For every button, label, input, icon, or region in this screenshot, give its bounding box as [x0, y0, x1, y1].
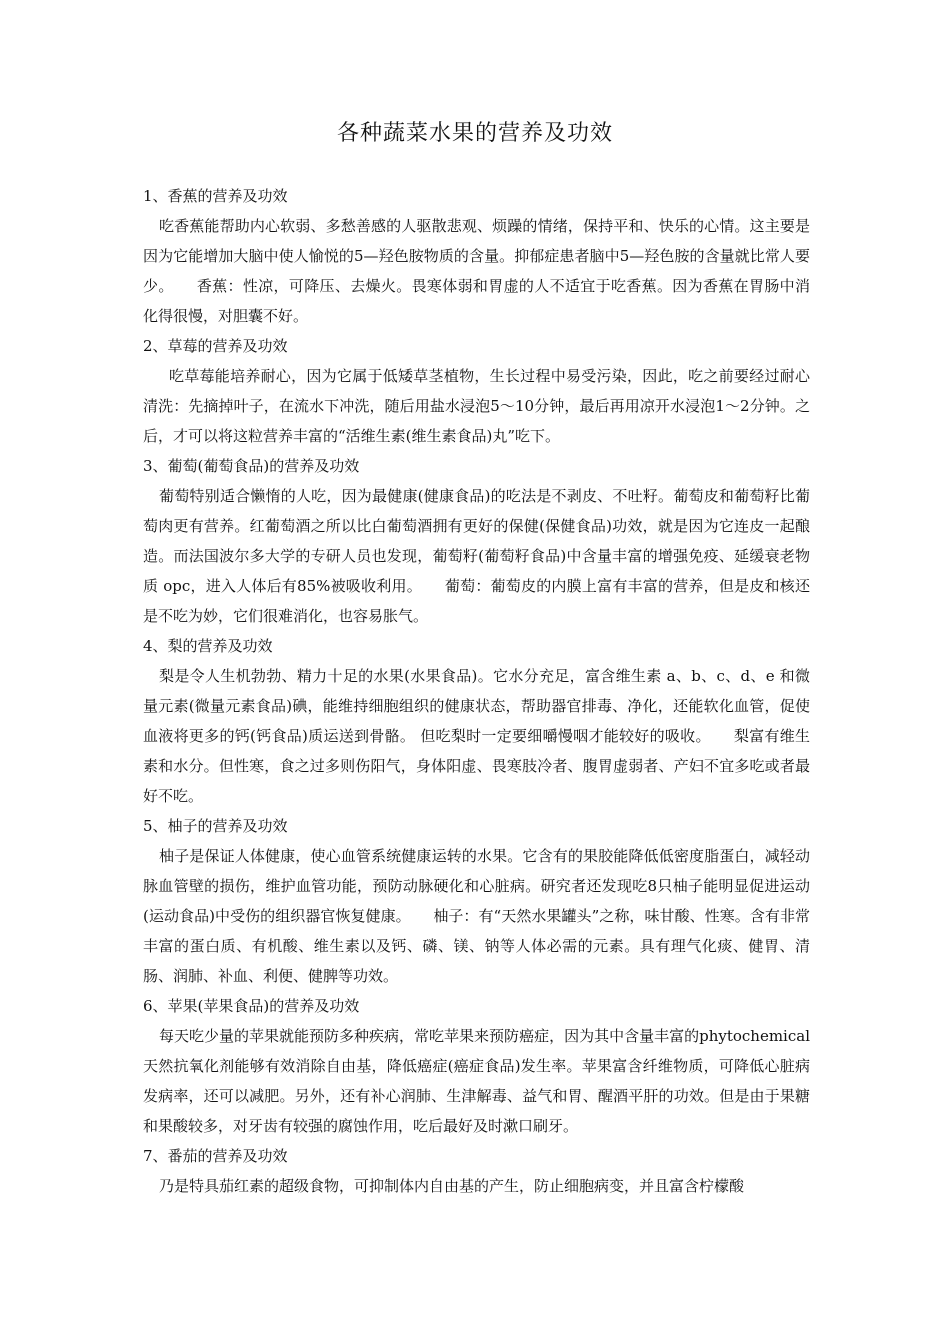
section-text-pear: 梨是令人生机勃勃、精力十足的水果(水果食品)。它水分充足，富含维生素 a、b、c、d、e 和微量元素(微量元素食品)碘，能维持细胞组织的健康状态，帮助器官排毒、净化，还能软化血管，促使血液将更多的钙(钙食品)质运送到骨骼。 但吃梨时一定要细嚼慢咽才能较好的吸收。 梨富有维生素和水分。但性寒，食之过多则伤阳气，身体阳虚、畏寒肢冷者、腹胃虚弱者、产妇不宜多吃或者最好不吃。: [143, 667, 810, 805]
section-text-apple: 每天吃少量的苹果就能预防多种疾病，常吃苹果来预防癌症，因为其中含量丰富的phytochemical 天然抗氧化剂能够有效消除自由基，降低癌症(癌症食品)发生率。苹果富含纤维物质，可降低心脏病发病率，还可以减肥。另外，还有补心润肺、生津解毒、益气和胃、醒酒平肝的功效。但是由于果糖和果酸较多，对牙齿有较强的腐蚀作用，吃后最好及时漱口刷牙。: [143, 1027, 810, 1135]
section-text-tomato: 乃是特具茄红素的超级食物，可抑制体内自由基的产生，防止细胞病变，并且富含柠檬酸: [159, 1177, 745, 1195]
section-heading-strawberry: 2、草莓的营养及功效: [143, 337, 288, 355]
section-heading-pear: 4、梨的营养及功效: [143, 637, 273, 655]
section-heading-grape: 3、葡萄(葡萄食品)的营养及功效: [143, 457, 360, 475]
section-text-strawberry: 吃草莓能培养耐心，因为它属于低矮草茎植物，生长过程中易受污染，因此，吃之前要经过耐心清洗：先摘掉叶子，在流水下冲洗，随后用盐水浸泡5～10分钟，最后再用凉开水浸泡1～2分钟。之后，才可以将这粒营养丰富的“活维生素(维生素食品)丸”吃下。: [143, 367, 810, 445]
section-text-grape: 葡萄特别适合懒惰的人吃，因为最健康(健康食品)的吃法是不剥皮、不吐籽。葡萄皮和葡萄籽比葡萄肉更有营养。红葡萄酒之所以比白葡萄酒拥有更好的保健(保健食品)功效，就是因为它连皮一起酿造。而法国波尔多大学的专研人员也发现，葡萄籽(葡萄籽食品)中含量丰富的增强免疫、延缓衰老物质 opc，进入人体后有85%被吸收利用。 葡萄：葡萄皮的内膜上富有丰富的营养，但是皮和核还是不吃为妙，它们很难消化，也容易胀气。: [143, 487, 810, 625]
section-heading-tomato: 7、番茄的营养及功效: [143, 1147, 288, 1165]
document-body: [143, 181, 810, 1201]
section-text-pomelo: 柚子是保证人体健康，使心血管系统健康运转的水果。它含有的果胶能降低低密度脂蛋白，减轻动脉血管壁的损伤，维护血管功能，预防动脉硬化和心脏病。研究者还发现吃8只柚子能明显促进运动(运动食品)中受伤的组织器官恢复健康。 柚子：有“天然水果罐头”之称，味甘酸、性寒。含有非常丰富的蛋白质、有机酸、维生素以及钙、磷、镁、钠等人体必需的元素。具有理气化痰、健胃、清肠、润肺、补血、利便、健脾等功效。: [143, 847, 810, 985]
section-heading-banana: 1、香蕉的营养及功效: [143, 187, 288, 205]
section-heading-apple: 6、苹果(苹果食品)的营养及功效: [143, 997, 360, 1015]
section-text-banana: 吃香蕉能帮助内心软弱、多愁善感的人驱散悲观、烦躁的情绪，保持平和、快乐的心情。这主要是因为它能增加大脑中使人愉悦的5—羟色胺物质的含量。抑郁症患者脑中5—羟色胺的含量就比常人要少。 香蕉：性凉，可降压、去燥火。畏寒体弱和胃虚的人不适宜于吃香蕉。因为香蕉在胃肠中消化得很慢，对胆囊不好。: [143, 217, 810, 325]
page-title: 各种蔬菜水果的营养及功效: [336, 121, 613, 146]
section-heading-pomelo: 5、柚子的营养及功效: [143, 817, 288, 835]
